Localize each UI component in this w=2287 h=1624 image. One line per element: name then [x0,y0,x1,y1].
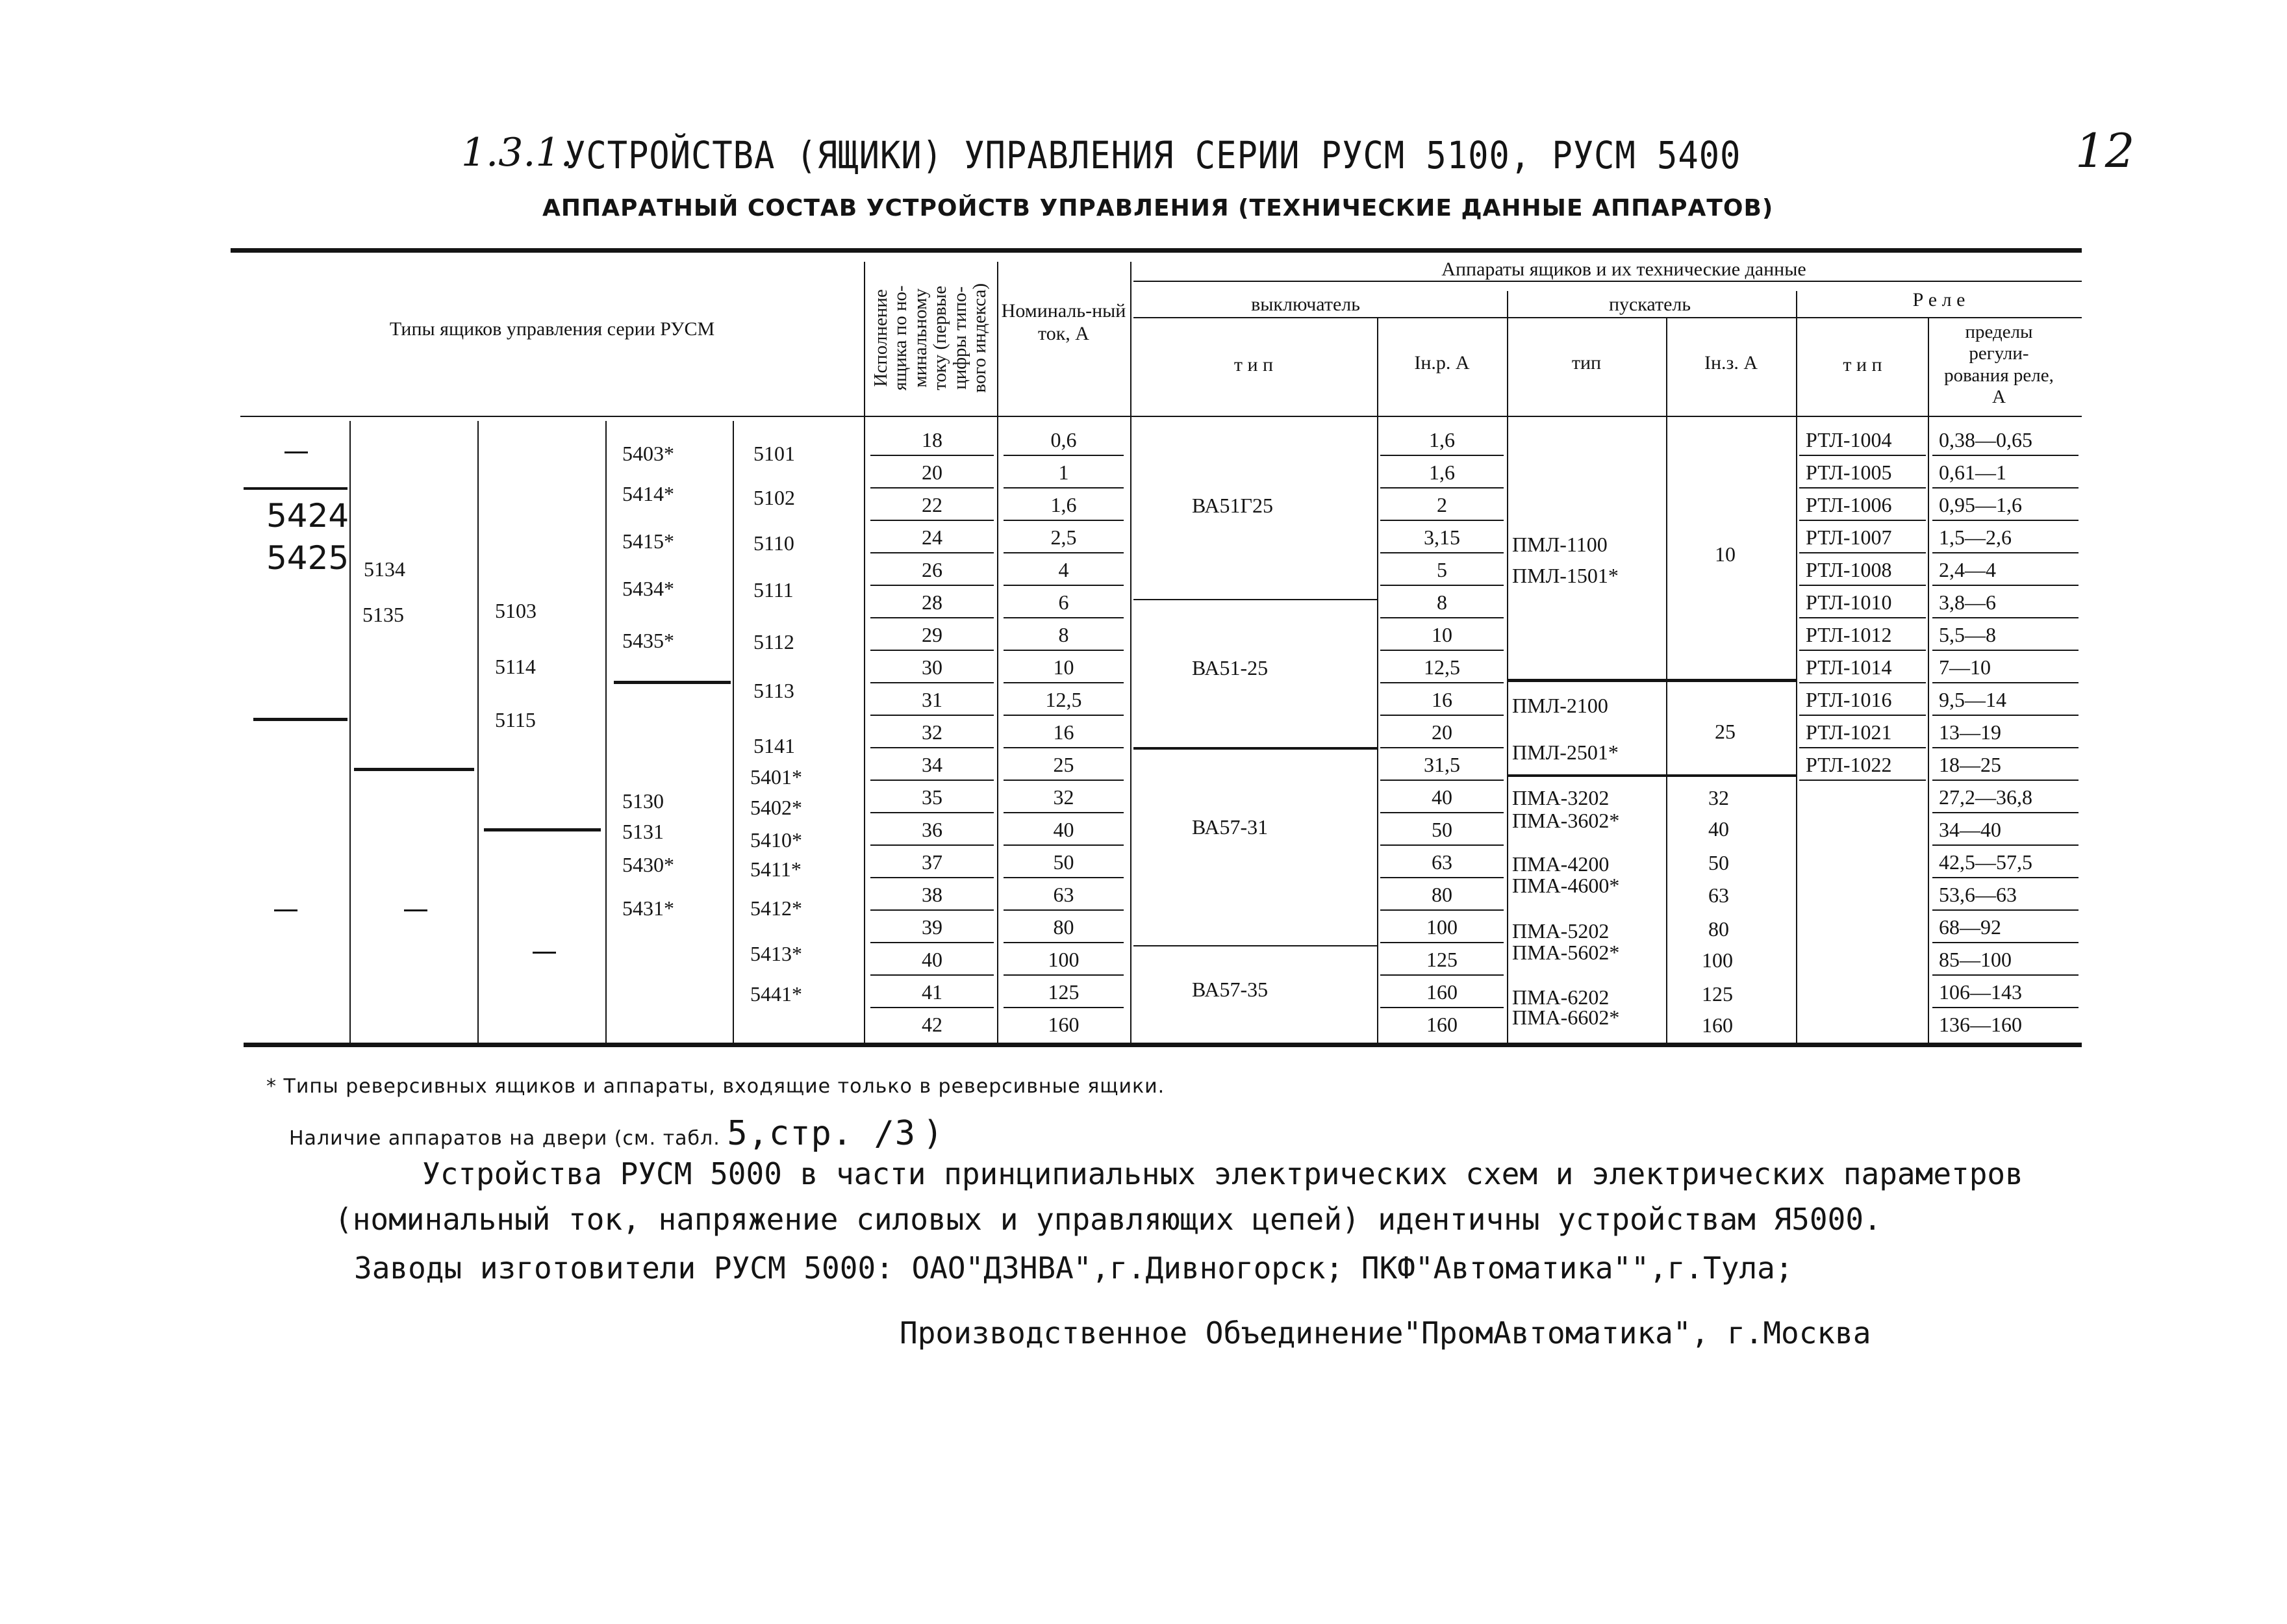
row-divider [1799,455,1926,456]
execution-cell: 40 [922,948,942,971]
row-divider [1004,520,1124,521]
nominal-current-cell: 50 [1053,850,1074,874]
execution-cell: 29 [922,623,942,646]
box-type: 5102 [753,486,795,509]
relay-range-cell: 34—40 [1939,818,2001,841]
header-bottom-border [240,416,2082,417]
nominal-current-cell: 80 [1053,915,1074,939]
row-divider [1932,812,2079,813]
row-divider [870,942,994,943]
relay-range-cell: 13—19 [1939,720,2001,744]
relay-type-cell: РТЛ-1008 [1806,558,1892,581]
separator [244,487,347,490]
box-type: 5425 [266,539,349,577]
nominal-current-cell: 6 [1058,590,1069,614]
execution-cell: 26 [922,558,942,581]
execution-cell: 30 [922,655,942,679]
execution-line: вого индекса) [969,283,991,393]
col-divider [733,421,734,1045]
row-divider [1380,942,1504,943]
row-divider [870,1007,994,1008]
breaker-current-header: Iн.р. А [1414,352,1470,374]
body-line: (номинальный ток, напряжение силовых и управляющих цепей) идентичны устройствам Я5000. [335,1202,1882,1237]
row-divider [1799,682,1926,683]
execution-line: току (первые [929,286,951,390]
row-divider [1004,682,1124,683]
col-divider [997,262,998,1045]
footnote-reversible: * Типы реверсивных ящиков и аппараты, входящие только в реверсивные ящики. [266,1075,1165,1098]
relay-range-cell: 3,8—6 [1939,590,1996,614]
row-divider [1932,520,2079,521]
relay-range-cell: 106—143 [1939,980,2022,1004]
breaker-type: ВА57-31 [1192,815,1269,839]
starter-type: ПМА-4200 [1512,852,1610,876]
row-divider [1004,812,1124,813]
box-type: 5435* [622,629,674,652]
relay-range-cell: 0,38—0,65 [1939,428,2032,451]
row-divider [1380,585,1504,586]
row-divider [1004,844,1124,846]
nominal-current-cell: 8 [1058,623,1069,646]
starter-current: 125 [1702,982,1733,1006]
relay-range-cell: 7—10 [1939,655,1991,679]
row-divider [870,585,994,586]
separator [484,828,601,831]
separator [354,768,474,771]
box-type: 5441* [750,982,802,1006]
col-divider [1507,291,1508,1045]
breaker-current-cell: 1,6 [1429,461,1455,484]
row-divider [1932,682,2079,683]
starter-type: ПМА-5602* [1512,941,1620,964]
row-divider [870,747,994,748]
subgroup-header-line [1133,317,2082,318]
breaker-current-cell: 125 [1426,948,1458,971]
row-divider [1932,877,2079,878]
row-divider [1932,974,2079,976]
relay-type-cell: РТЛ-1022 [1806,753,1892,776]
execution-line: ящика по но- [890,285,911,391]
breaker-type: ВА57-35 [1192,978,1269,1001]
box-type: 5403* [622,442,674,465]
row-divider [1932,942,2079,943]
box-type: 5135 [362,603,404,626]
execution-cell: 39 [922,915,942,939]
starter-type: ПМЛ-1501* [1512,564,1619,587]
row-divider [870,520,994,521]
relay-range-cell: 9,5—14 [1939,688,2006,711]
execution-cell: 42 [922,1013,942,1036]
row-divider [870,974,994,976]
breaker-current-cell: 12,5 [1424,655,1460,679]
starter-type-header: тип [1571,352,1602,374]
dash [533,952,556,954]
row-divider [1799,715,1926,716]
execution-cell: 31 [922,688,942,711]
relay-range-cell: 0,95—1,6 [1939,493,2022,516]
relay-range-cell: 18—25 [1939,753,2001,776]
row-divider [1380,455,1504,456]
execution-cell: 24 [922,526,942,549]
row-divider [1004,974,1124,976]
execution-header [864,262,997,414]
starter-type: ПМЛ-2100 [1512,694,1608,717]
page-title: УСТРОЙСТВА (ЯЩИКИ) УПРАВЛЕНИЯ СЕРИИ РУСМ 5100, РУСМ 5400 [565,133,1741,177]
row-divider [1932,552,2079,553]
col-divider [477,421,479,1045]
row-divider [1799,520,1926,521]
breaker-current-cell: 160 [1426,1013,1458,1036]
relay-range-cell: 5,5—8 [1939,623,1996,646]
execution-cell: 37 [922,850,942,874]
row-divider [1004,455,1124,456]
starter-type: ПМА-3202 [1512,786,1610,809]
relay-range-cell: 68—92 [1939,915,2001,939]
col-divider [605,421,607,1045]
row-divider [870,715,994,716]
table-top-border [231,248,2082,253]
relay-header: Р е л е [1912,289,1965,311]
breaker-type: ВА51Г25 [1192,494,1273,517]
col-divider [349,421,351,1045]
box-types-header: Типы ящиков управления серии РУСМ [389,318,715,340]
nominal-current-cell: 32 [1053,785,1074,809]
breaker-current-cell: 80 [1432,883,1452,906]
box-type: 5410* [750,828,802,852]
nominal-current-cell: 125 [1048,980,1080,1004]
box-type: 5113 [753,679,794,702]
row-divider [1004,780,1124,781]
starter-type: ПМА-6602* [1512,1006,1620,1029]
starter-type: ПМА-6202 [1512,985,1610,1009]
starter-type: ПМА-5202 [1512,919,1610,943]
nominal-current-cell: 12,5 [1045,688,1082,711]
relay-type-cell: РТЛ-1016 [1806,688,1892,711]
row-divider [870,487,994,488]
starter-current: 25 [1715,720,1736,743]
row-divider [870,650,994,651]
execution-cell: 36 [922,818,942,841]
box-type: 5110 [753,531,794,555]
starter-current-header: Iн.з. А [1704,352,1758,374]
box-type: 5434* [622,577,674,600]
row-divider [870,877,994,878]
breaker-current-cell: 10 [1432,623,1452,646]
box-type: 5402* [750,796,802,819]
box-type: 5111 [753,578,794,602]
separator [1133,599,1377,600]
row-divider [1932,487,2079,488]
page-number: 12 [2075,123,2135,178]
breaker-type: ВА51-25 [1192,656,1269,679]
nominal-current-cell: 63 [1053,883,1074,906]
box-type: 5115 [495,708,536,731]
row-divider [870,780,994,781]
separator [1507,774,1796,777]
separator [1133,747,1377,750]
nominal-current-cell: 1,6 [1050,493,1077,516]
box-type: 5130 [622,789,664,813]
row-divider [1004,1007,1124,1008]
body-line: Производственное Объединение"ПромАвтоматика", г.Москва [900,1315,1871,1351]
box-type: 5414* [622,482,674,505]
breaker-current-cell: 40 [1432,785,1452,809]
row-divider [1380,552,1504,553]
execution-line: минальному [910,288,931,388]
row-divider [1799,650,1926,651]
box-type: 5401* [750,765,802,789]
relay-type-header: т и п [1843,354,1882,375]
nominal-current-cell: 160 [1048,1013,1080,1036]
nominal-current-cell: 16 [1053,720,1074,744]
execution-cell: 28 [922,590,942,614]
relay-range-cell: 2,4—4 [1939,558,1996,581]
row-divider [1932,844,2079,846]
breaker-current-cell: 20 [1432,720,1452,744]
execution-cell: 41 [922,980,942,1004]
execution-cell: 32 [922,720,942,744]
dash [404,909,427,911]
row-divider [870,682,994,683]
row-divider [1932,715,2079,716]
execution-line: Исполнение [870,289,892,387]
execution-cell: 34 [922,753,942,776]
execution-header-text [871,283,990,393]
row-divider [1799,780,1926,781]
relay-type-cell: РТЛ-1010 [1806,590,1892,614]
box-type: 5413* [750,942,802,965]
row-divider [870,552,994,553]
row-divider [1004,650,1124,651]
starter-type: ПМА-3602* [1512,809,1620,832]
row-divider [1004,747,1124,748]
breaker-current-cell: 50 [1432,818,1452,841]
box-type: 5112 [753,630,794,653]
breaker-current-cell: 100 [1426,915,1458,939]
starter-current: 32 [1708,786,1729,809]
relay-range-header: пределы регули-рования реле, А [1944,322,2054,408]
row-divider [1380,1007,1504,1008]
row-divider [1932,909,2079,911]
row-divider [1380,520,1504,521]
row-divider [1004,487,1124,488]
box-type: 5131 [622,820,664,843]
row-divider [1380,974,1504,976]
row-divider [1004,877,1124,878]
row-divider [1004,715,1124,716]
separator [253,718,347,721]
row-divider [1380,780,1504,781]
nominal-current-cell: 10 [1053,655,1074,679]
starter-current: 10 [1715,542,1736,566]
starter-type: ПМА-4600* [1512,874,1620,897]
separator [614,681,731,684]
relay-range-cell: 0,61—1 [1939,461,2006,484]
row-divider [1380,747,1504,748]
breaker-current-cell: 160 [1426,980,1458,1004]
box-type: 5431* [622,896,674,920]
relay-range-cell: 53,6—63 [1939,883,2017,906]
execution-cell: 22 [922,493,942,516]
row-divider [870,455,994,456]
row-divider [870,812,994,813]
row-divider [870,844,994,846]
body-line: Заводы изготовители РУСМ 5000: ОАО"ДЗНВА",г.Дивногорск; ПКФ"Автоматика"",г.Тула; [354,1250,1793,1286]
row-divider [1799,552,1926,553]
footnote-door [289,1114,944,1153]
nominal-current-cell: 2,5 [1050,526,1077,549]
row-divider [1380,617,1504,618]
relay-type-cell: РТЛ-1006 [1806,493,1892,516]
body-line: Устройства РУСМ 5000 в части принципиальных электрических схем и электрических параметров [422,1156,2023,1191]
starter-header: пускатель [1608,294,1691,315]
row-divider [1380,812,1504,813]
box-type: 5114 [495,655,536,678]
nominal-current-cell: 100 [1048,948,1080,971]
row-divider [1932,1007,2079,1008]
box-type: 5101 [753,442,795,465]
relay-range-cell: 85—100 [1939,948,2012,971]
row-divider [1380,487,1504,488]
dash [284,451,308,453]
nominal-current-cell: 25 [1053,753,1074,776]
row-divider [1932,585,2079,586]
breaker-current-cell: 63 [1432,850,1452,874]
breaker-current-cell: 2 [1437,493,1447,516]
row-divider [1799,747,1926,748]
breaker-header: выключатель [1251,294,1360,315]
starter-current: 80 [1708,917,1729,941]
row-divider [870,617,994,618]
box-type: 5411* [750,857,802,881]
relay-type-cell: РТЛ-1004 [1806,428,1892,451]
row-divider [1004,942,1124,943]
starter-current: 100 [1702,948,1733,972]
separator [1507,679,1796,682]
starter-type: ПМЛ-2501* [1512,741,1619,764]
row-divider [870,909,994,911]
footnote-door-text: Наличие аппаратов на двери (см. табл. [289,1127,720,1150]
starter-current: 63 [1708,883,1729,907]
nominal-current-cell: 4 [1058,558,1069,581]
box-type: 5103 [495,599,537,622]
starter-current: 40 [1708,817,1729,841]
row-divider [1004,617,1124,618]
row-divider [1799,585,1926,586]
row-divider [1932,650,2079,651]
relay-type-cell: РТЛ-1005 [1806,461,1892,484]
row-divider [1799,487,1926,488]
execution-cell: 38 [922,883,942,906]
nominal-current-cell: 40 [1053,818,1074,841]
row-divider [1799,617,1926,618]
box-type: 5415* [622,529,674,553]
row-divider [1932,617,2079,618]
nominal-current-cell: 0,6 [1050,428,1077,451]
breaker-current-cell: 16 [1432,688,1452,711]
breaker-current-cell: 31,5 [1424,753,1460,776]
relay-range-cell: 1,5—2,6 [1939,526,2012,549]
execution-cell: 20 [922,461,942,484]
relay-type-cell: РТЛ-1014 [1806,655,1892,679]
relay-range-cell: 42,5—57,5 [1939,850,2032,874]
nominal-current-header: Номиналь-ный ток, А [1001,300,1126,344]
col-divider [1928,317,1929,1045]
breaker-current-cell: 5 [1437,558,1447,581]
devices-header: Аппараты ящиков и их технические данные [1441,259,1806,280]
footnote-door-close: ) [922,1114,944,1153]
starter-current: 160 [1702,1013,1733,1037]
box-type: 5430* [622,853,674,876]
row-divider [1380,715,1504,716]
row-divider [1004,909,1124,911]
row-divider [1380,650,1504,651]
relay-range-cell: 27,2—36,8 [1939,785,2032,809]
nominal-current-cell: 1 [1058,461,1069,484]
table-bottom-border [244,1043,2082,1047]
dash [274,909,297,911]
table-subtitle: АППАРАТНЫЙ СОСТАВ УСТРОЙСТВ УПРАВЛЕНИЯ (ТЕХНИЧЕСКИЕ ДАННЫЕ АППАРАТОВ) [542,195,1774,222]
breaker-current-cell: 1,6 [1429,428,1455,451]
row-divider [1932,455,2079,456]
relay-range-cell: 136—160 [1939,1013,2022,1036]
row-divider [1380,909,1504,911]
row-divider [1932,747,2079,748]
row-divider [1380,844,1504,846]
section-number: 1.3.1. [461,130,573,175]
row-divider [1380,877,1504,878]
row-divider [1380,682,1504,683]
row-divider [1932,780,2079,781]
breaker-type-header: т и п [1233,354,1274,375]
execution-cell: 35 [922,785,942,809]
box-type: 5141 [753,734,795,757]
separator [1133,945,1377,946]
footnote-door-reference: 5,стр. /3 [727,1114,916,1153]
execution-line: цифры типо- [949,286,970,390]
relay-type-cell: РТЛ-1007 [1806,526,1892,549]
box-type: 5412* [750,896,802,920]
col-divider [1796,291,1797,1045]
box-type: 5134 [364,557,405,581]
row-divider [1004,552,1124,553]
box-type: 5424 [266,497,349,535]
breaker-current-cell: 3,15 [1424,526,1460,549]
row-divider [1004,585,1124,586]
starter-current: 50 [1708,851,1729,874]
starter-type: ПМЛ-1100 [1512,533,1608,556]
execution-cell: 18 [922,428,942,451]
breaker-current-cell: 8 [1437,590,1447,614]
relay-type-cell: РТЛ-1021 [1806,720,1892,744]
col-divider [1130,262,1131,1045]
relay-type-cell: РТЛ-1012 [1806,623,1892,646]
col-divider [1377,317,1378,1045]
